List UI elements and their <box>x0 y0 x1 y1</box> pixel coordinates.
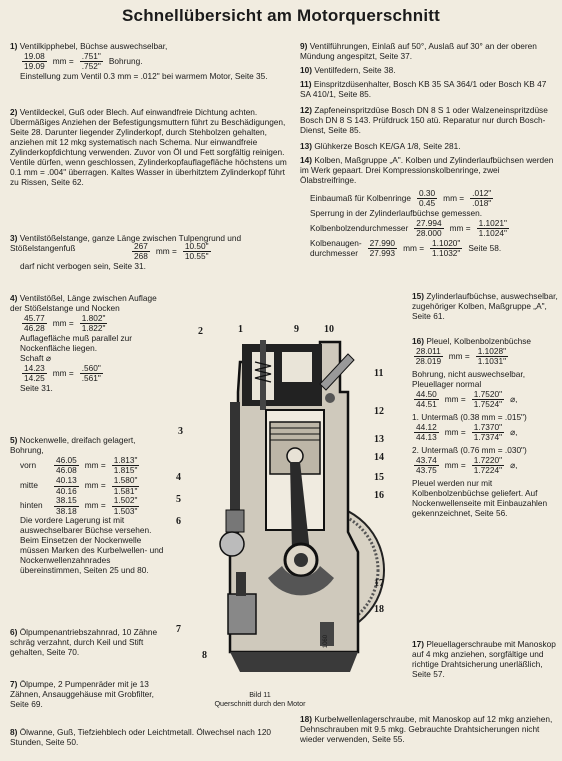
figure-stamp: 1060 <box>323 634 330 649</box>
item-11 <box>300 80 556 100</box>
engine-cross-section-figure <box>170 322 392 692</box>
callout-16: 16 <box>374 490 384 501</box>
item-16 <box>412 337 558 519</box>
page-title: Schnellübersicht am Motorquerschnitt <box>122 6 440 25</box>
item-number: 11) <box>300 79 312 89</box>
fraction-inch: $\frac{1.813"}{1.815"}$ <box>113 454 138 476</box>
bushing-measure: $\frac{28.011}{28.019}$ mm = $\frac{1.1028"}{1.1031"}$ <box>415 345 507 367</box>
bore-label: Bohrung. <box>108 56 143 66</box>
figure-number: Bild 11 <box>249 690 271 699</box>
item-text: Kurbelwellenlagerschraube, mit Manoskop auf 12 mkg anziehen, Dehnschrauben mit 9.5 mkg. Gebrauchte Drahtsicherungen nicht wieder verwenden, Seite 55. <box>300 714 553 744</box>
item-1 <box>10 42 295 82</box>
callout-2: 2 <box>198 326 203 337</box>
callout-14: 14 <box>374 452 384 463</box>
item-text: Ventilfedern, Seite 38. <box>314 65 396 75</box>
mm-equals: mm = <box>52 56 74 66</box>
callout-7: 7 <box>176 624 181 635</box>
callout-18: 18 <box>374 604 384 615</box>
item-number: 15) <box>412 291 424 301</box>
item-2 <box>10 108 295 188</box>
bore-note: Bohrung, nicht auswechselbar, Pleuellager normal <box>412 369 526 389</box>
item-number: 3) <box>10 233 18 243</box>
item-text: Ölpumpenantriebszahnrad, 10 Zähne schräg verzahnt, durch Keil und Stift gehalten, Seite 70. <box>10 627 158 657</box>
item-text: Zapfeneinspritzdüse Bosch DN 8 S 1 oder Walzeneinspritzdüse Bosch DN 8 S 143. Prüfdruck 150 atü. Reparatur nur durch Bosch-Dienst, Seite 85. <box>300 105 548 135</box>
item-13 <box>300 142 556 152</box>
mm-equals: mm = <box>84 500 106 511</box>
callout-13: 13 <box>374 434 384 445</box>
item-number: 17) <box>412 639 424 649</box>
gap-note: Sperrung in der Zylinderlaufbüchse gemessen. <box>310 207 483 218</box>
camshaft-row <box>10 476 170 496</box>
item-14 <box>300 156 556 259</box>
callout-4: 4 <box>176 472 181 483</box>
engine-cross-section-drawing <box>170 322 392 692</box>
item-10 <box>300 66 556 76</box>
item-text: Ölpumpe, 2 Pumpenräder mit je 13 Zähnen, Ansauggehäuse mit Grobfilter, Seite 69. <box>10 679 154 709</box>
item-text: Ventilstößelstange, ganze Länge zwischen Tulpengrund und Stößelstangenfuß <box>10 233 242 253</box>
camshaft-row <box>10 496 170 516</box>
item-text: Ventilführungen, Einlaß auf 50°, Auslaß auf 30° an der oberen Mündung angespitzt, Seite 37. <box>300 41 537 61</box>
item-7 <box>10 680 170 710</box>
pin-diameter: Kolbenbolzendurchmesser $\frac{27.994}{28.000}$ mm = $\frac{1.1021"}{1.1024"}$ <box>310 217 507 239</box>
undersize-1-label: 1. Untermaß (0.38 mm = .015") <box>412 411 527 422</box>
shaft-label: Schaft ⌀ <box>20 352 51 363</box>
callout-6: 6 <box>176 516 181 527</box>
item-number: 4) <box>10 293 18 303</box>
figure-caption <box>200 690 320 708</box>
item-number: 2) <box>10 107 18 117</box>
item-number: 12) <box>300 105 312 115</box>
item-18 <box>300 715 556 745</box>
item-text: Zylinderlaufbüchse, auswechselbar, zugehöriger Kolben, Maßgruppe „A", Seite 61. <box>412 291 558 321</box>
fraction-inch: $\frac{1.580"}{1.581"}$ <box>113 474 138 496</box>
item-3 <box>10 234 295 272</box>
item-number: 8) <box>10 727 18 737</box>
callout-11: 11 <box>374 368 384 379</box>
undersize-1: $\frac{44.12}{44.13}$ mm = $\frac{1.7370"}{1.7374"}$ ⌀, <box>416 421 518 443</box>
fraction-mm: $\frac{46.05}{46.08}$ <box>56 454 77 476</box>
item-text: Kolben, Maßgruppe „A". Kolben und Zylinderlaufbüchsen werden im Werk gepaart. Drei Kompressionskolbenringe, zwei Ölabstreifringe. <box>300 155 554 185</box>
item-number: 5) <box>10 435 18 445</box>
fraction-mm: $\frac{40.13}{40.16}$ <box>56 474 77 496</box>
fraction-inch: $\frac{.751"}{.752"}$ <box>81 50 101 72</box>
camshaft-bore-table <box>10 456 170 516</box>
row-label: mitte <box>20 480 38 491</box>
item-text: Ventilkipphebel, Büchse auswechselbar, <box>19 41 168 51</box>
piston-ring-gap: Einbaumaß für Kolbenringe $\frac{0.30}{0.45}$ mm = $\frac{.012"}{.018"}$ <box>310 187 492 209</box>
item-17 <box>412 640 558 680</box>
shaft-measure: $\frac{14.23}{14.25}$ mm = $\frac{.560"}{.561"}$ <box>24 362 101 384</box>
callout-17: 17 <box>374 578 384 589</box>
item-number: 16) <box>412 336 424 346</box>
item-number: 18) <box>300 714 312 724</box>
undersize-2-label: 2. Untermaß (0.76 mm = .030") <box>412 445 527 455</box>
row-label: vorn <box>20 459 37 470</box>
callout-5: 5 <box>176 494 181 505</box>
undersize-2: $\frac{43.74}{43.75}$ mm = $\frac{1.7220"}{1.7224"}$ ⌀, <box>416 454 518 476</box>
item-6 <box>10 628 170 658</box>
bore-measure <box>10 52 295 72</box>
item-text: Pleuel, Kolbenbolzenbüchse <box>426 336 532 346</box>
item-page: Seite 31. <box>20 382 53 393</box>
item-8 <box>10 728 295 748</box>
item-note: Auflagefläche muß parallel zur Nockenfläche liegen. <box>20 332 133 353</box>
item-note: Pleuel werden nur mit Kolbenbolzenbüchse geliefert. Auf Nockenwellenseite mit Einbauzahlen gekennzeichnet, Seite 56. <box>412 478 548 518</box>
callout-8: 8 <box>202 650 207 661</box>
length-measure: $\frac{45.77}{46.28}$ mm = $\frac{1.802"}{1.822"}$ <box>24 312 106 334</box>
item-4 <box>10 294 170 394</box>
item-text: Glühkerze Bosch KE/GA 1/8, Seite 281. <box>314 141 461 151</box>
item-9 <box>300 42 556 62</box>
fraction-mm: $\frac{38.15}{38.18}$ <box>56 495 77 516</box>
fraction-inch: $\frac{1.502"}{1.503"}$ <box>113 495 138 516</box>
item-number: 1) <box>10 41 18 51</box>
callout-15: 15 <box>374 472 384 483</box>
camshaft-row <box>10 456 170 476</box>
callout-10: 10 <box>324 324 334 335</box>
fraction-mm: $\frac{19.08}{19.09}$ <box>24 50 45 72</box>
callout-1: 1 <box>238 324 243 335</box>
item-number: 13) <box>300 141 312 151</box>
item-number: 7) <box>10 679 18 689</box>
length-measure: $\frac{267}{268}$ mm = $\frac{10.50"}{10.55"}$ <box>134 240 209 262</box>
callout-3: 3 <box>178 426 183 437</box>
item-text: Pleuellagerschraube mit Manoskop auf 4 mkg anziehen, sorgfältige und richtige Drahtsicherung unerläßlich, Seite 57. <box>412 639 556 679</box>
item-text: Ventildeckel, Guß oder Blech. Auf einwandfreie Dichtung achten. Übermäßiges Anziehen der Befestigungsmuttern führt zu Beschädigungen, Seite 28. Darunter liegender Zylinderkopf, durch Stehbolzen gehalten, anziehen mit 12 mkg systematisch nach Schema. Nur einwandfreie Zylinderkopfdichtung verwenden. Zuvor von Öl und Fett sorgfältig reinigen. Ventile dürfen, wenn geschlossen, Zylinderkopfauflagefläche höchstens um 0.1 mm = .004" überragen. Kaltes Wasser in überhitztem Zylinderkopf führt zu Rissen, Seite 62. <box>10 107 287 187</box>
item-note: Die vordere Lagerung ist mit auswechselbarer Büchse versehen. Beim Einsetzen der Nockenwelle müssen Marken des Kurbelwellen- und Nockenwellenzahnrades übereinstimmen, Seiten 25 und 80. <box>20 515 164 575</box>
item-note: darf nicht verbogen sein, Seite 31. <box>20 260 146 271</box>
figure-subcaption: Querschnitt durch den Motor <box>214 699 306 708</box>
row-label: hinten <box>20 500 43 511</box>
item-text: Ölwanne, Guß, Tiefziehblech oder Leichtmetall. Ölwechsel nach 120 Stunden, Seite 50. <box>10 727 272 747</box>
item-number: 6) <box>10 627 18 637</box>
mm-equals: mm = <box>84 459 106 470</box>
item-5 <box>10 436 170 576</box>
item-number: 9) <box>300 41 308 51</box>
mm-equals: mm = <box>84 480 106 491</box>
item-12 <box>300 106 556 136</box>
bearing-normal: $\frac{44.50}{44.51}$ mm = $\frac{1.7520"}{1.7524"}$ ⌀, <box>416 388 518 410</box>
item-text: Einspritzdüsenhalter, Bosch KB 35 SA 364/1 oder Bosch KB 47 SA 410/1, Seite 85. <box>300 79 547 99</box>
item-text: Ventilstößel, Länge zwischen Auflage der Stößelstange und Nocken <box>10 293 157 313</box>
item-15 <box>412 292 558 322</box>
item-text: Nockenwelle, dreifach gelagert, Bohrung, <box>10 435 136 455</box>
callout-12: 12 <box>374 406 384 417</box>
item-number: 14) <box>300 155 312 165</box>
item-note: Einstellung zum Ventil 0.3 mm = .012" bei warmem Motor, Seite 35. <box>20 71 268 82</box>
callout-9: 9 <box>294 324 299 335</box>
boss-diameter: Kolbenaugen- durchmesser $\frac{27.990}{27.993}$ mm = $\frac{1.1020"}{1.1032"}$ Seite 58. <box>310 237 502 259</box>
item-number: 10) <box>300 65 312 75</box>
